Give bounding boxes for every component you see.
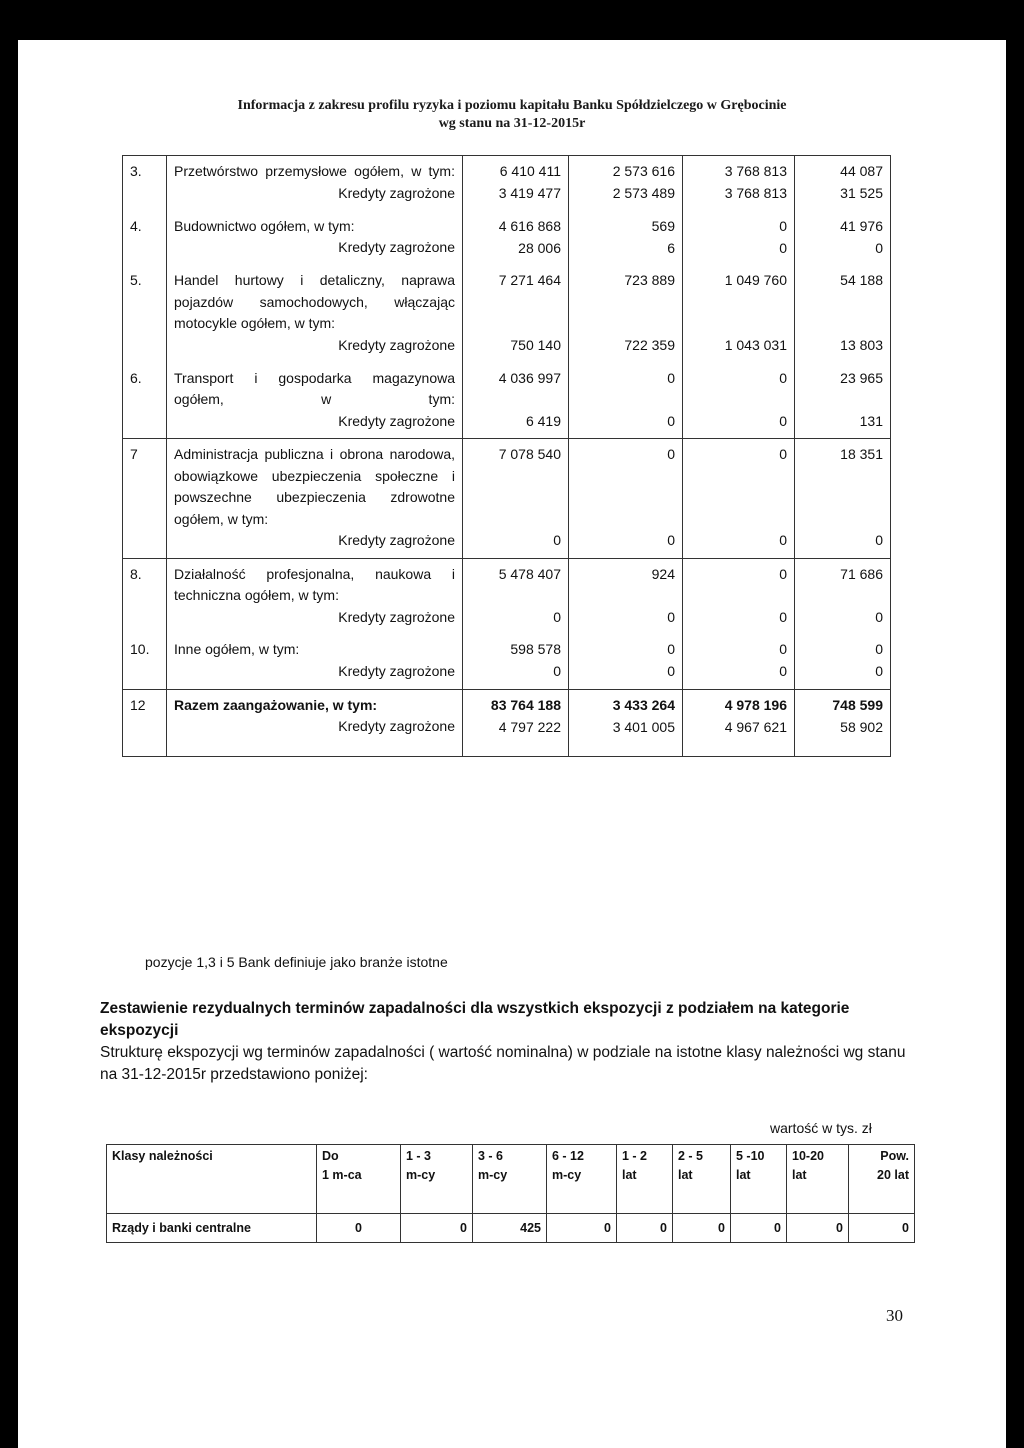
at-risk-value: 0 (553, 663, 561, 679)
exposure-value: 6 410 411 (499, 163, 561, 179)
maturity-section (100, 998, 910, 1086)
exposure-value: 3 768 813 (724, 163, 787, 179)
sub-label: Kredyty zagrożone (338, 336, 455, 353)
at-risk-value: 0 (779, 412, 787, 429)
maturity-value: 0 (787, 1214, 849, 1243)
at-risk-value: 3 419 477 (498, 185, 561, 201)
header-bucket (731, 1145, 787, 1214)
exposure-value: 18 351 (840, 446, 883, 462)
value-cell (795, 156, 891, 211)
exposure-value: 0 (667, 369, 675, 386)
exposure-value: 748 599 (832, 696, 883, 713)
sector-exposure-table (122, 155, 891, 757)
maturity-value: 0 (849, 1214, 915, 1243)
row-description (167, 558, 463, 634)
value-cell (569, 439, 683, 559)
header-line: 3 - 6 (478, 1149, 504, 1163)
exposure-value: 23 965 (840, 369, 883, 386)
at-risk-value: 722 359 (624, 337, 675, 353)
sub-label: Kredyty zagrożone (338, 412, 455, 429)
value-cell (795, 211, 891, 266)
header-line: 2 - 5 (678, 1149, 704, 1163)
at-risk-value: 4 797 222 (498, 718, 561, 735)
value-cell (569, 363, 683, 439)
header-line: 5 -10 (736, 1149, 765, 1163)
value-cell (463, 634, 569, 689)
exposure-value: 3 433 264 (612, 696, 675, 713)
sector-name: Handel hurtowy i detaliczny, naprawa pojazdów samochodowych, włączając motocykle ogółem, w tym: (174, 272, 455, 331)
at-risk-value: 0 (667, 608, 675, 625)
at-risk-value: 750 140 (510, 337, 561, 353)
maturity-value: 0 (617, 1214, 673, 1243)
header-date: wg stanu na 31-12-2015r (438, 116, 586, 131)
sub-label: Kredyty zagrożone (338, 239, 455, 255)
at-risk-value: 28 006 (518, 239, 561, 256)
row-description (167, 689, 463, 757)
header-line: 6 - 12 (552, 1149, 584, 1163)
header-line: lat (792, 1168, 807, 1182)
at-risk-value: 1 043 031 (724, 337, 787, 353)
value-cell (463, 558, 569, 634)
row-number: 10. (123, 634, 167, 689)
value-cell (683, 689, 795, 757)
exposure-value: 723 889 (624, 272, 675, 288)
at-risk-value: 4 967 621 (724, 718, 787, 735)
sector-name: Budownictwo ogółem, w tym: (174, 217, 355, 234)
row-number: 7 (123, 439, 167, 559)
value-cell (569, 558, 683, 634)
value-cell (463, 265, 569, 363)
sector-row (123, 265, 891, 363)
row-number: 6. (123, 363, 167, 439)
value-cell (795, 634, 891, 689)
value-cell (569, 689, 683, 757)
section-body: Strukturę ekspozycji wg terminów zapadalności ( wartość nominalna) w podziale na istotne klasy należności wg stanu na 31-12-2015r przedstawiono poniżej: (100, 1044, 906, 1083)
value-cell (683, 211, 795, 266)
header-line: Pow. (880, 1149, 909, 1163)
exposure-value: 4 616 868 (498, 217, 561, 234)
sector-row (123, 634, 891, 689)
sector-row (123, 439, 891, 559)
exposure-value: 44 087 (840, 163, 883, 179)
sub-label: Kredyty zagrożone (338, 532, 455, 548)
sub-label: Kredyty zagrożone (338, 184, 455, 201)
at-risk-value: 6 (667, 239, 675, 256)
unit-label: wartość w tys. zł (770, 1120, 872, 1136)
exposure-value: 71 686 (840, 565, 883, 582)
exposure-value: 0 (779, 565, 787, 582)
exposure-value: 54 188 (840, 272, 883, 288)
header-line: 1 - 3 (406, 1149, 432, 1163)
value-cell (569, 211, 683, 266)
at-risk-value: 0 (875, 608, 883, 625)
row-number: 8. (123, 558, 167, 634)
value-cell (683, 363, 795, 439)
sector-name: Działalność profesjonalna, naukowa i techniczna ogółem, w tym: (174, 565, 455, 603)
header-line: 20 lat (877, 1168, 909, 1182)
header-line: lat (736, 1168, 751, 1182)
value-cell (463, 689, 569, 757)
header-class (107, 1145, 317, 1214)
header-line: lat (678, 1168, 693, 1182)
at-risk-value: 0 (667, 532, 675, 548)
value-cell (569, 156, 683, 211)
value-cell (683, 558, 795, 634)
row-description (167, 265, 463, 363)
document-header (100, 97, 924, 133)
exposure-value: 2 573 616 (612, 163, 675, 179)
header-bucket (547, 1145, 617, 1214)
exposure-value: 0 (779, 217, 787, 234)
footnote: pozycje 1,3 i 5 Bank definiuje jako branże istotne (145, 954, 448, 970)
value-cell (795, 265, 891, 363)
at-risk-value: 3 401 005 (612, 718, 675, 735)
row-description (167, 211, 463, 266)
at-risk-value: 0 (779, 608, 787, 625)
sector-row (123, 156, 891, 211)
sector-name: Przetwórstwo przemysłowe ogółem, w tym: (174, 163, 455, 179)
row-number: 4. (123, 211, 167, 266)
exposure-value: 0 (667, 446, 675, 462)
at-risk-value: 0 (875, 532, 883, 548)
maturity-value: 0 (731, 1214, 787, 1243)
at-risk-value: 0 (875, 663, 883, 679)
exposure-value: 0 (667, 641, 675, 657)
exposure-value: 83 764 188 (490, 696, 561, 713)
header-bucket (617, 1145, 673, 1214)
sub-label: Kredyty zagrożone (338, 608, 455, 625)
at-risk-value: 131 (859, 412, 883, 429)
header-bucket (317, 1145, 401, 1214)
at-risk-value: 6 419 (525, 412, 561, 429)
header-bucket (787, 1145, 849, 1214)
sector-row (123, 363, 891, 439)
at-risk-value: 0 (553, 532, 561, 548)
maturity-header-row (107, 1145, 915, 1214)
value-cell (683, 634, 795, 689)
header-line: Klasy należności (112, 1149, 213, 1163)
at-risk-value: 3 768 813 (724, 185, 787, 201)
sector-name: Inne ogółem, w tym: (174, 641, 300, 657)
exposure-value: 0 (779, 641, 787, 657)
maturity-value: 0 (673, 1214, 731, 1243)
exposure-value: 4 978 196 (724, 696, 787, 713)
header-bucket (473, 1145, 547, 1214)
exposure-value: 5 478 407 (498, 565, 561, 582)
header-line: 10-20 (792, 1149, 824, 1163)
at-risk-value: 0 (779, 532, 787, 548)
sector-row (123, 689, 891, 757)
at-risk-value: 0 (779, 239, 787, 256)
maturity-value: 0 (547, 1214, 617, 1243)
value-cell (683, 265, 795, 363)
header-line: lat (622, 1168, 637, 1182)
value-cell (463, 156, 569, 211)
maturity-value: 0 (317, 1214, 401, 1243)
exposure-value: 1 049 760 (724, 272, 787, 288)
exposure-value: 0 (875, 641, 883, 657)
value-cell (795, 439, 891, 559)
row-description (167, 363, 463, 439)
at-risk-value: 31 525 (840, 185, 883, 201)
row-number: 12 (123, 689, 167, 757)
header-title: Informacja z zakresu profilu ryzyka i poziomu kapitału Banku Spółdzielczego w Grębocinie (237, 98, 787, 113)
value-cell (569, 265, 683, 363)
exposure-value: 7 078 540 (498, 446, 561, 462)
row-description (167, 156, 463, 211)
maturity-value: 425 (473, 1214, 547, 1243)
value-cell (463, 211, 569, 266)
value-cell (463, 439, 569, 559)
at-risk-value: 0 (667, 663, 675, 679)
maturity-data-row (107, 1214, 915, 1243)
exposure-value: 4 036 997 (498, 369, 561, 386)
sector-name: Transport i gospodarka magazynowa ogółem, w tym: (174, 369, 455, 407)
at-risk-value: 13 803 (840, 337, 883, 353)
exposure-value: 7 271 464 (498, 272, 561, 288)
at-risk-value: 58 902 (840, 718, 883, 735)
value-cell (569, 634, 683, 689)
section-title: Zestawienie rezydualnych terminów zapadalności dla wszystkich ekspozycji z podziałem na kategorie ekspozycji (100, 1000, 850, 1039)
exposure-value: 0 (779, 369, 787, 386)
exposure-value: 41 976 (840, 217, 883, 234)
sub-label: Kredyty zagrożone (338, 718, 455, 734)
value-cell (795, 363, 891, 439)
exposure-value: 598 578 (510, 641, 561, 657)
row-number: 3. (123, 156, 167, 211)
sector-row (123, 211, 891, 266)
sub-label: Kredyty zagrożone (338, 662, 455, 679)
sector-row (123, 558, 891, 634)
exposure-value: 569 (651, 217, 675, 234)
at-risk-value: 0 (667, 412, 675, 429)
maturity-value: 0 (401, 1214, 473, 1243)
value-cell (795, 558, 891, 634)
value-cell (683, 439, 795, 559)
row-number: 5. (123, 265, 167, 363)
header-line: m-cy (478, 1168, 508, 1182)
header-bucket (401, 1145, 473, 1214)
page-number: 30 (886, 1306, 903, 1325)
header-line: m-cy (406, 1168, 436, 1182)
sector-name: Razem zaangażowanie, w tym: (174, 696, 378, 713)
header-line: Do (322, 1149, 339, 1163)
header-bucket (849, 1145, 915, 1214)
at-risk-value: 0 (553, 608, 561, 625)
header-line: m-cy (552, 1168, 582, 1182)
class-label: Rządy i banki centralne (107, 1214, 317, 1243)
exposure-value: 0 (779, 446, 787, 462)
header-bucket (673, 1145, 731, 1214)
row-description (167, 634, 463, 689)
at-risk-value: 0 (779, 663, 787, 679)
maturity-table (106, 1144, 915, 1243)
sector-name: Administracja publiczna i obrona narodowa, obowiązkowe ubezpieczenia społeczne i powszechne ubezpieczenia zdrowotne ogółem, w tym: (174, 446, 455, 527)
value-cell (683, 156, 795, 211)
exposure-value: 924 (651, 565, 675, 582)
at-risk-value: 0 (875, 239, 883, 256)
value-cell (795, 689, 891, 757)
at-risk-value: 2 573 489 (612, 185, 675, 201)
header-line: 1 m-ca (322, 1168, 362, 1182)
header-line: 1 - 2 (622, 1149, 648, 1163)
row-description (167, 439, 463, 559)
value-cell (463, 363, 569, 439)
